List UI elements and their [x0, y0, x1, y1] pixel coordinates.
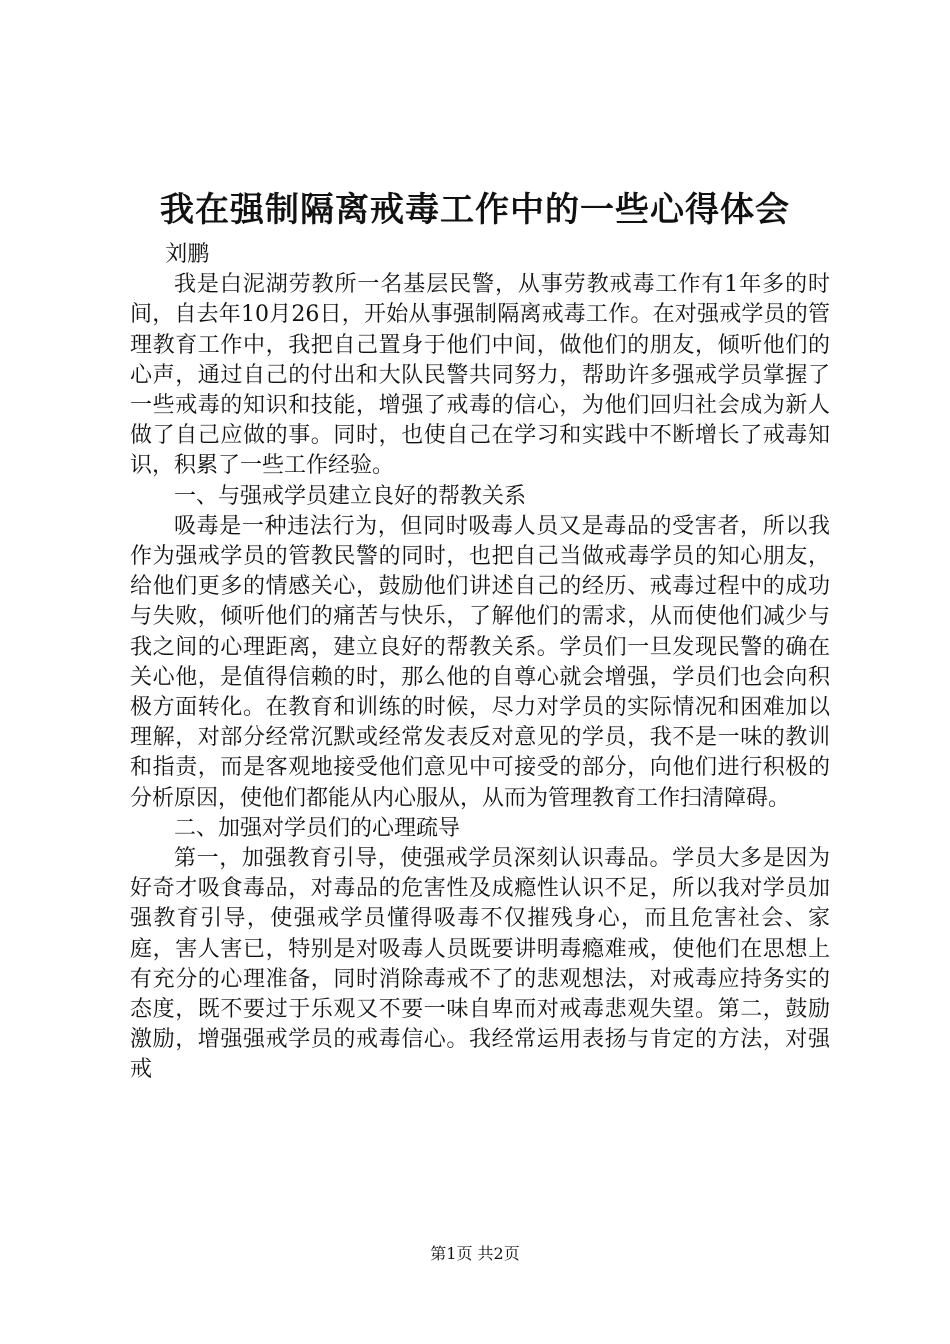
document-title: 我在强制隔离戒毒工作中的一些心得体会	[160, 190, 790, 230]
document-body	[130, 240, 830, 1086]
author-name: 刘鹏	[165, 242, 210, 267]
section-heading-2: 二、加强对学员们的心理疏导	[174, 815, 461, 841]
section-heading-1: 一、与强戒学员建立良好的帮教关系	[174, 483, 527, 509]
paragraph-section-1: 吸毒是一种违法行为，但同时吸毒人员又是毒品的受害者，所以我作为强戒学员的管教民警的同时，也把自己当做戒毒学员的知心朋友，给他们更多的情感关心，鼓励他们讲述自己的经历、戒毒过程中的成功与失败，倾听他们的痛苦与快乐，了解他们的需求，从而使他们减少与我之间的心理距离，建立良好的帮教关系。学员们一旦发现民警的确在关心他，是值得信赖的时，那么他的自尊心就会增强，学员们也会向积极方面转化。在教育和训练的时候，尽力对学员的实际情况和困难加以理解，对部分经常沉默或经常发表反对意见的学员，我不是一味的教训和指责，而是客观地接受他们意见中可接受的部分，向他们进行积极的分析原因，使他们都能从内心服从，从而为管理教育工作扫清障碍。	[130, 513, 830, 811]
paragraph-intro: 我是白泥湖劳教所一名基层民警，从事劳教戒毒工作有1年多的时间，自去年10月26日，开始从事强制隔离戒毒工作。在对强戒学员的管理教育工作中，我把自己置身于他们中间，做他们的朋友，倾听他们的心声，通过自己的付出和大队民警共同努力，帮助许多强戒学员掌握了一些戒毒的知识和技能，增强了戒毒的信心，为他们回归社会成为新人做了自己应做的事。同时，也使自己在学习和实践中不断增长了戒毒知识，积累了一些工作经验。	[130, 272, 830, 479]
page-footer: 第1页 共2页	[430, 1244, 520, 1263]
paragraph-section-2: 第一，加强教育引导，使强戒学员深刻认识毒品。学员大多是因为好奇才吸食毒品，对毒品的危害性及成瘾性认识不足，所以我对学员加强教育引导，使强戒学员懂得吸毒不仅摧残身心，而且危害社会、家庭，害人害已，特别是对吸毒人员既要讲明毒瘾难戒，使他们在思想上有充分的心理准备，同时消除毒戒不了的悲观想法，对戒毒应持务实的态度，既不要过于乐观又不要一味自卑而对戒毒悲观失望。第二，鼓励激励，增强强戒学员的戒毒信心。我经常运用表扬与肯定的方法，对强戒	[130, 846, 830, 1083]
